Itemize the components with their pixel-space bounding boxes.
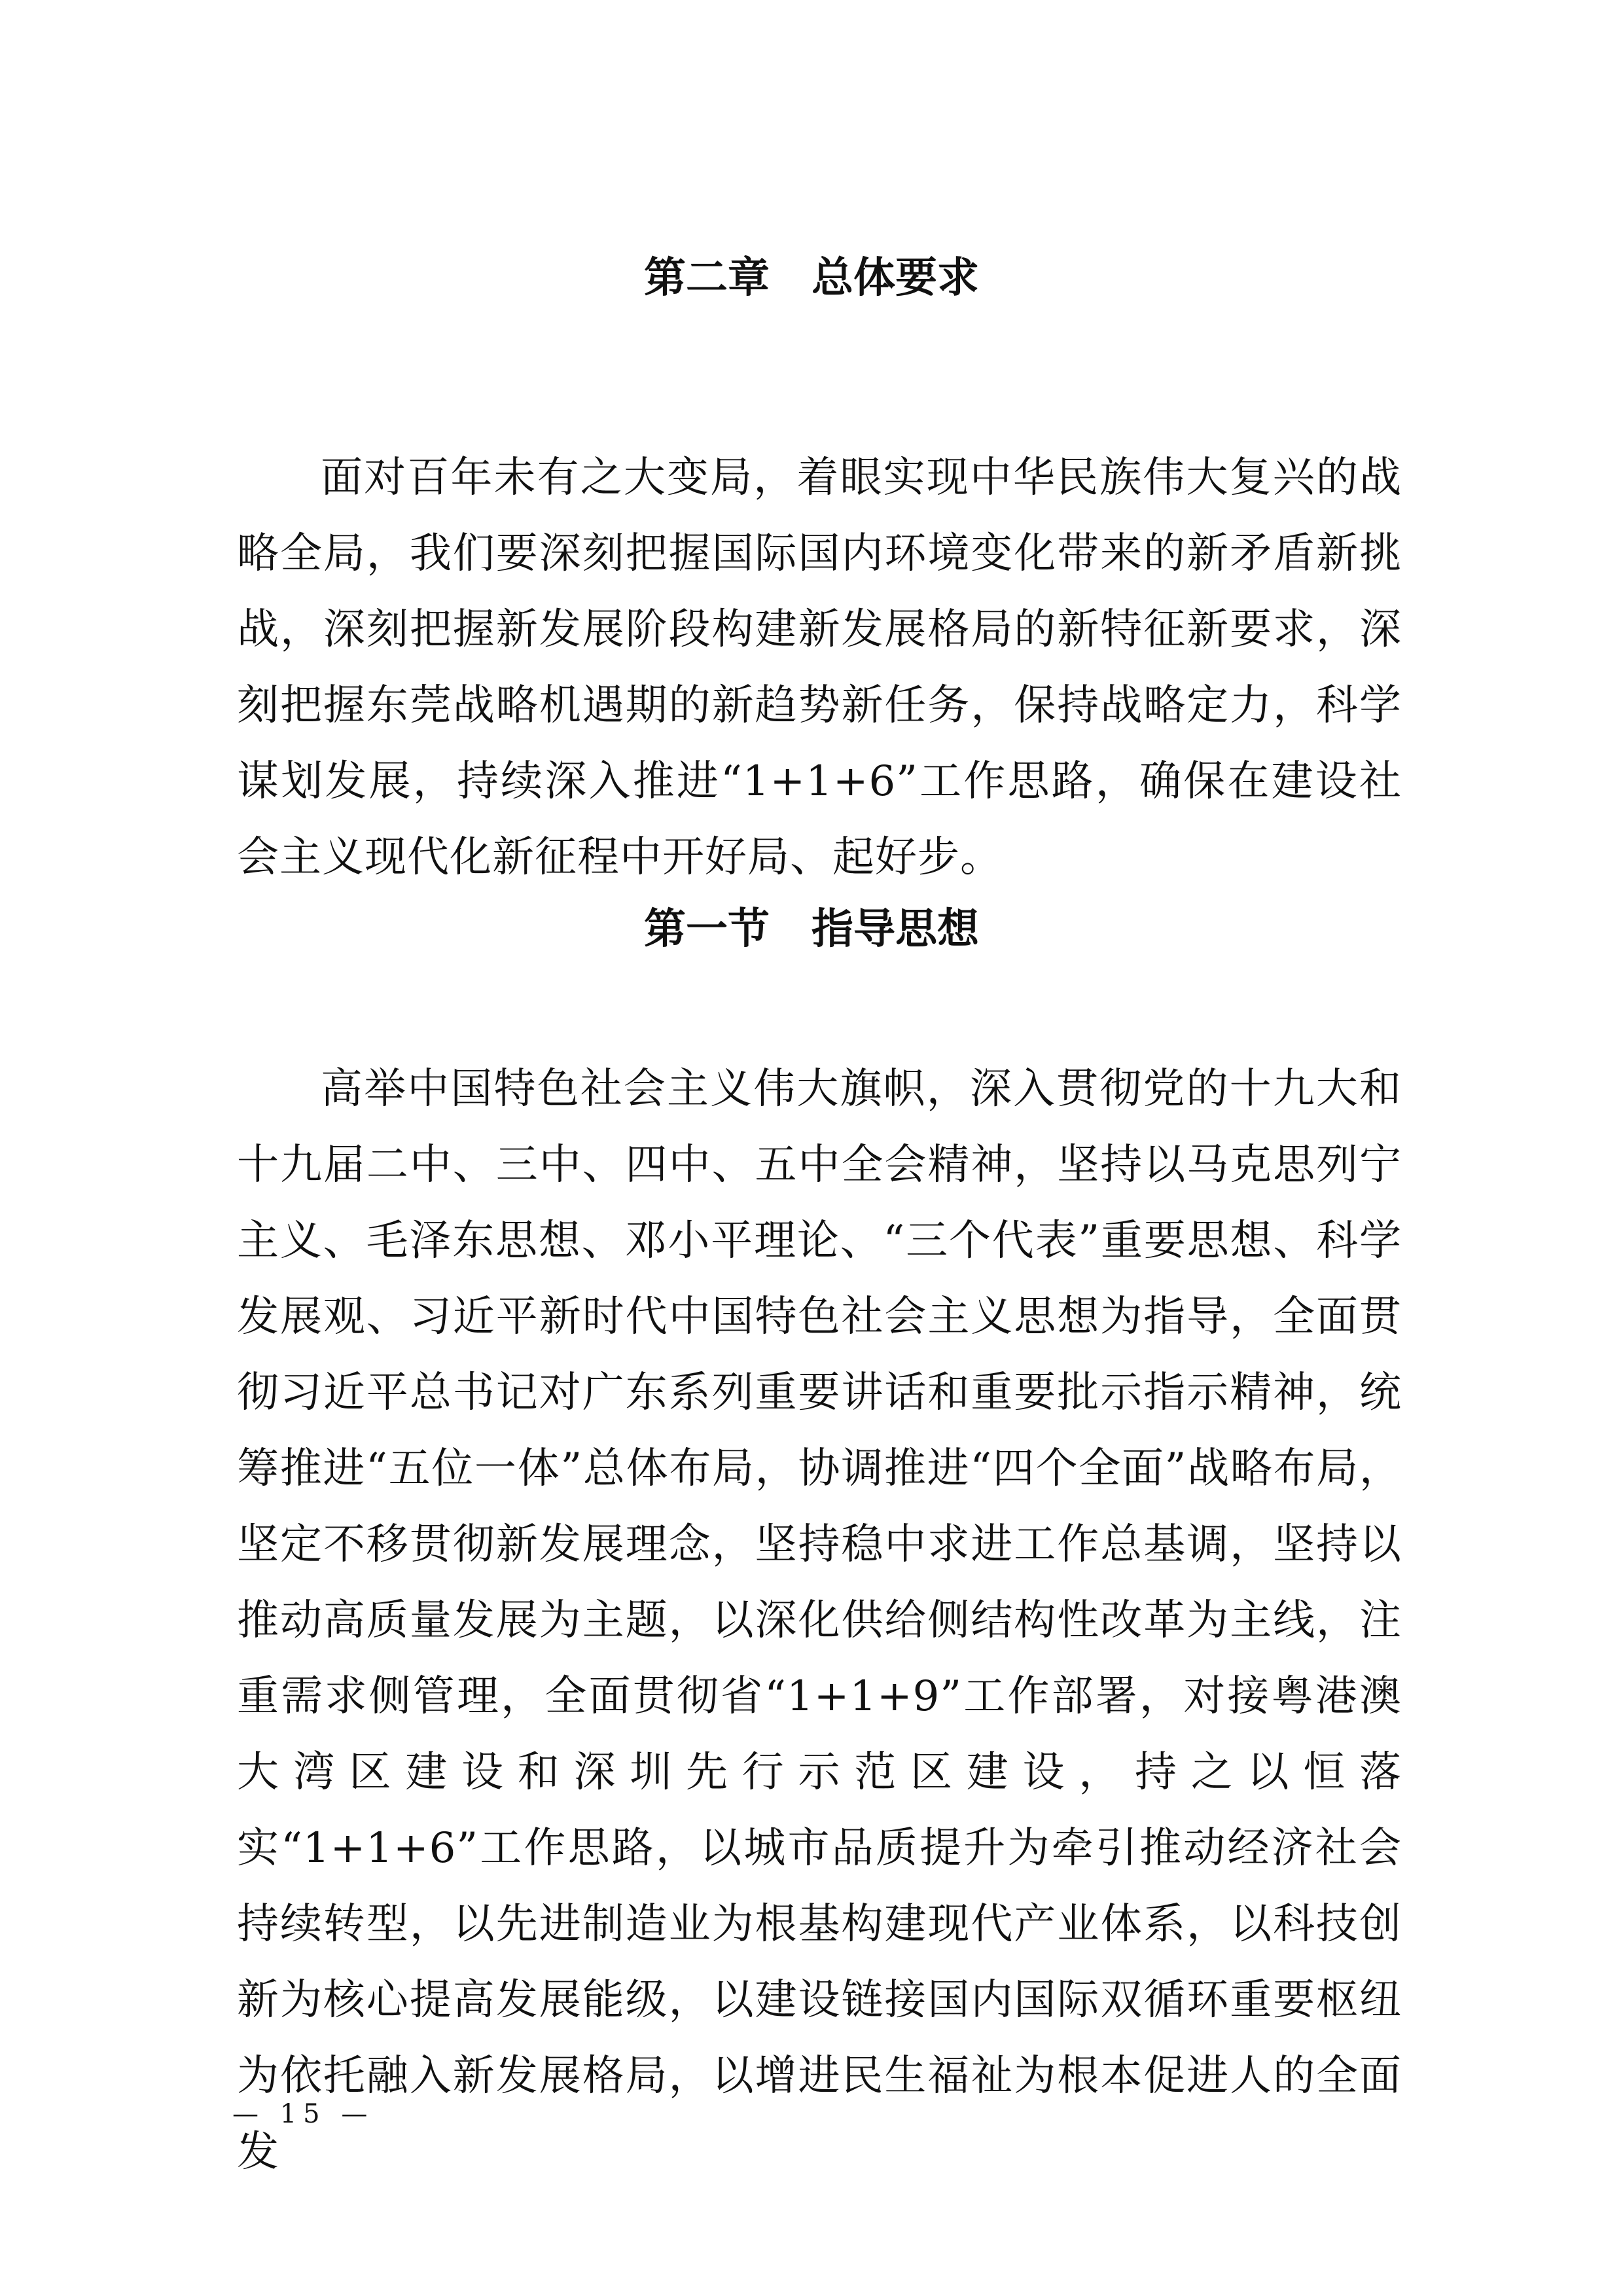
chapter-title: 第二章 总体要求 (644, 254, 979, 302)
section-title: 第一节 指导思想 (644, 905, 979, 954)
body-paragraph-2: 高举中国特色社会主义伟大旗帜，深入贯彻党的十九大和十九届二中、三中、四中、五中全会精神，坚持以马克思列宁主义、毛泽东思想、邓小平理论、“三个代表”重要思想、科学发展观、习近平新时代中国特色社会主义思想为指导，全面贯彻习近平总书记对广东系列重要讲话和重要批示指示精神，统筹推进“五位一体”总体布局，协调推进“四个全面”战略布局，坚定不移贯彻新发展理念，坚持稳中求进工作总基调，坚持以推动高质量发展为主题，以深化供给侧结构性改革为主线，注重需求侧管理，全面贯彻省“1+1+9”工作部署，对接粤港澳大湾区建设和深圳先行示范区建设，持之以恒落实“1+1+6”工作思路，以城市品质提升为牵引推动经济社会持续转型，以先进制造业为根基构建现代产业体系，以科技创新为核心提高发展能级，以建设链接国内国际双循环重要枢纽为依托融入新发展格局，以增进民生福祉为根本促进人的全面发 (237, 1065, 1402, 2176)
body-paragraph-1: 面对百年未有之大变局，着眼实现中华民族伟大复兴的战略全局，我们要深刻把握国际国内环境变化带来的新矛盾新挑战，深刻把握新发展阶段构建新发展格局的新特征新要求，深刻把握东莞战略机遇期的新趋势新任务，保持战略定力，科学谋划发展，持续深入推进“1+1+6”工作思路，确保在建设社会主义现代化新征程中开好局、起好步。 (237, 454, 1402, 882)
page-number: — 15 — (232, 2099, 374, 2129)
